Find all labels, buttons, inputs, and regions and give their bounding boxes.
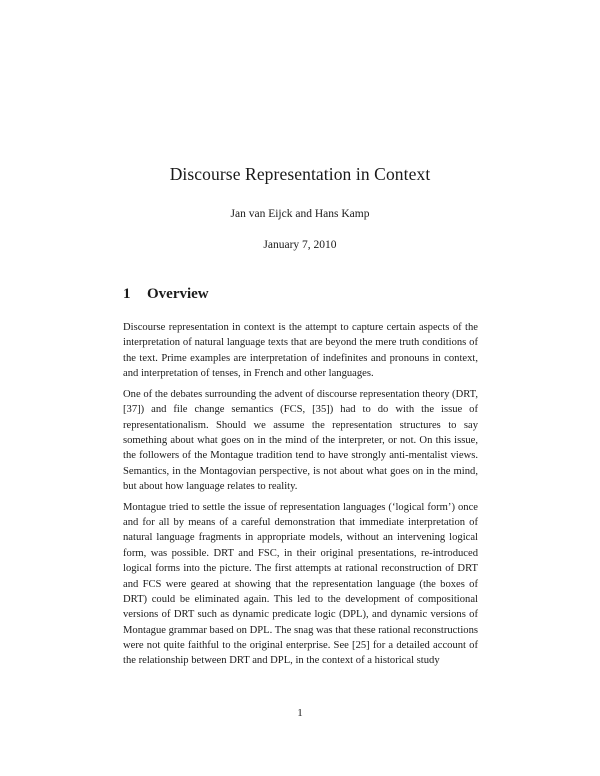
page-number: 1 [297,707,303,719]
section-body [123,320,478,674]
section-heading [123,286,209,303]
section-title: Overview [147,286,209,302]
paragraph: Montague tried to settle the issue of representation languages (‘logical form’) once and for all by means of a careful demonstration that immediate interpretation of natural language fragments in appropriate models, without an intervening logical form, was possible. DRT and FSC, in their original presentations, re-introduced logical forms into the picture. The first attempts at rational reconstruction of DRT and FCS were geared at showing that the representation language (the boxes of DRT) could be eliminated again. This led to the development of compositional versions of DRT such as dynamic predicate logic (DPL), and dynamic versions of Montague grammar based on DPL. The snag was that these rational reconstructions were not quite faithful to the original enterprise. See [25] for a detailed account of the relationship between DRT and DPL, in the context of a historical study [123,501,478,667]
section-number: 1 [123,286,131,302]
paragraph: Discourse representation in context is the attempt to capture certain aspects of the interpretation of natural language texts that are beyond the mere truth conditions of the text. Prime examples are interpretation of indefinites and pronouns in context, and interpretation of tenses, in French and other languages. [123,322,478,380]
paper-authors: Jan van Eijck and Hans Kamp [230,208,370,220]
paragraph: One of the debates surrounding the advent of discourse representation theory (DRT, [37]) and file change semantics (FCS, [35]) had to do with the issue of representationalism. Should we assume the representation structures to say something about what goes on in the mind of the interpreter, or not. On this issue, the followers of the Montague tradition tend to have strongly anti-mentalist views. Semantics, in the Montagovian perspective, is not about what goes on in the mind, but about how language relates to reality. [123,388,478,492]
paper-title: Discourse Representation in Context [169,164,431,184]
paper-date: January 7, 2010 [263,239,337,251]
